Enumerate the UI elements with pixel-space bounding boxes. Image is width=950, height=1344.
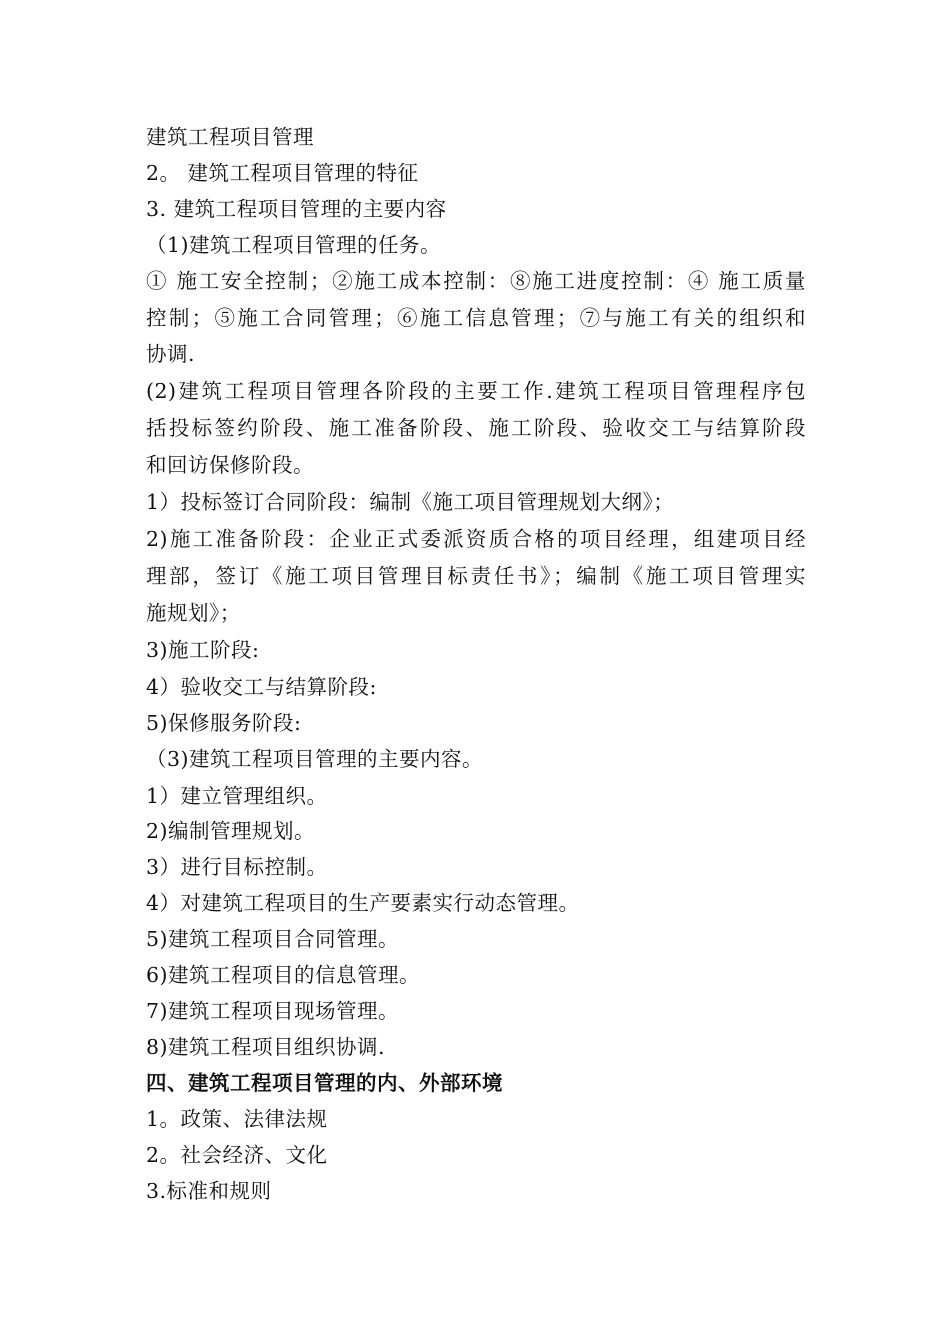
text-line: 3)施工阶段: <box>146 638 260 662</box>
text-line: 4）对建筑工程项目的生产要素实行动态管理。 <box>146 891 580 915</box>
text-line: 协调. <box>146 342 196 366</box>
text-line: 4）验收交工与结算阶段: <box>146 675 377 699</box>
text-line: 7)建筑工程项目现场管理。 <box>146 999 400 1023</box>
text-line: 5)建筑工程项目合同管理。 <box>146 927 400 951</box>
text-line: ① 施工安全控制；②施工成本控制：⑧施工进度控制：④ 施工质量 <box>146 269 806 293</box>
text-line: 5)保修服务阶段: <box>146 711 302 735</box>
text-line: 2)施工准备阶段：企业正式委派资质合格的项目经理，组建项目经 <box>146 527 806 551</box>
text-line: 和回访保修阶段。 <box>146 453 314 477</box>
text-line: 括投标签约阶段、施工准备阶段、施工阶段、验收交工与结算阶段 <box>146 416 806 440</box>
text-line: 2)编制管理规划。 <box>146 819 316 843</box>
text-line: 理部，签订《施工项目管理目标责任书》；编制《施工项目管理实 <box>146 564 806 588</box>
text-line: 1）建立管理组织。 <box>146 784 328 808</box>
text-line: 施规划》； <box>146 601 241 625</box>
section-heading: 四、建筑工程项目管理的内、外部环境 <box>146 1071 503 1095</box>
text-line: 2。 建筑工程项目管理的特征 <box>146 161 419 185</box>
text-line: 6)建筑工程项目的信息管理。 <box>146 963 421 987</box>
text-line: 1。政策、法律法规 <box>146 1107 328 1131</box>
text-line: （1)建筑工程项目管理的任务。 <box>146 233 442 257</box>
text-line: 控制；⑤施工合同管理；⑥施工信息管理；⑦与施工有关的组织和 <box>146 306 806 330</box>
text-line: 3. 建筑工程项目管理的主要内容 <box>146 197 447 221</box>
text-line: 3）进行目标控制。 <box>146 855 328 879</box>
text-line: (2)建筑工程项目管理各阶段的主要工作.建筑工程项目管理程序包 <box>146 379 806 403</box>
text-line: 8)建筑工程项目组织协调. <box>146 1035 386 1059</box>
text-line: （3)建筑工程项目管理的主要内容。 <box>146 747 484 771</box>
text-line: 3.标准和规则 <box>146 1179 272 1203</box>
text-line: 2。社会经济、文化 <box>146 1143 328 1167</box>
text-line: 1）投标签订合同阶段：编制《施工项目管理规划大纲》； <box>146 490 675 514</box>
text-line: 建筑工程项目管理 <box>146 125 314 149</box>
